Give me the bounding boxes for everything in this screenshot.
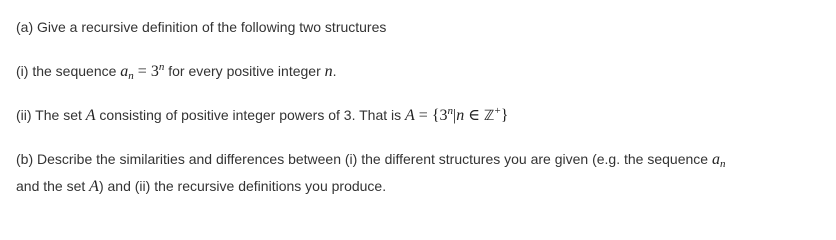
math-sub-n: n <box>719 158 726 170</box>
math-set-a-2: A <box>405 107 415 124</box>
math-sup-n: n <box>447 105 453 117</box>
math-var-n: n <box>324 63 333 80</box>
math-sub-n: n <box>128 70 134 82</box>
part-i-end: . <box>332 63 337 79</box>
math-equals-3: = 3 <box>133 63 159 80</box>
question-a-heading: (a) Give a recursive definition of the following two structures <box>16 19 387 35</box>
math-sup-n: n <box>158 61 165 73</box>
question-b-text-2: and the set <box>16 178 90 194</box>
math-integers-symbol: ℤ <box>484 108 495 124</box>
part-i-prefix: (i) the sequence <box>16 63 121 79</box>
math-var-a: a <box>120 63 129 80</box>
question-b-text-3: ) and (ii) the recursive definitions you produce. <box>98 178 387 194</box>
math-set-a: A <box>89 178 99 195</box>
math-var-n: n <box>456 107 465 124</box>
part-i-middle: for every positive integer <box>164 63 325 79</box>
math-set-a: A <box>85 107 96 124</box>
math-element-of: ∈ <box>464 107 485 124</box>
math-bar: | <box>453 107 457 124</box>
question-b-line-1 <box>16 150 725 170</box>
question-a-part-ii <box>16 106 508 126</box>
math-equals-brace: = {3 <box>414 107 448 124</box>
math-sup-plus: + <box>494 105 501 117</box>
math-close-brace: } <box>500 107 509 124</box>
math-var-a: a <box>711 151 720 168</box>
question-b-line-2 <box>16 177 386 196</box>
question-b-text-1: (b) Describe the similarities and differences between (i) the different structures you are given (e.g. the sequence <box>16 151 712 167</box>
part-ii-middle: consisting of positive integer powers of 3. That is <box>95 107 406 123</box>
question-a-part-i <box>16 62 337 82</box>
part-ii-prefix: (ii) The set <box>16 107 86 123</box>
